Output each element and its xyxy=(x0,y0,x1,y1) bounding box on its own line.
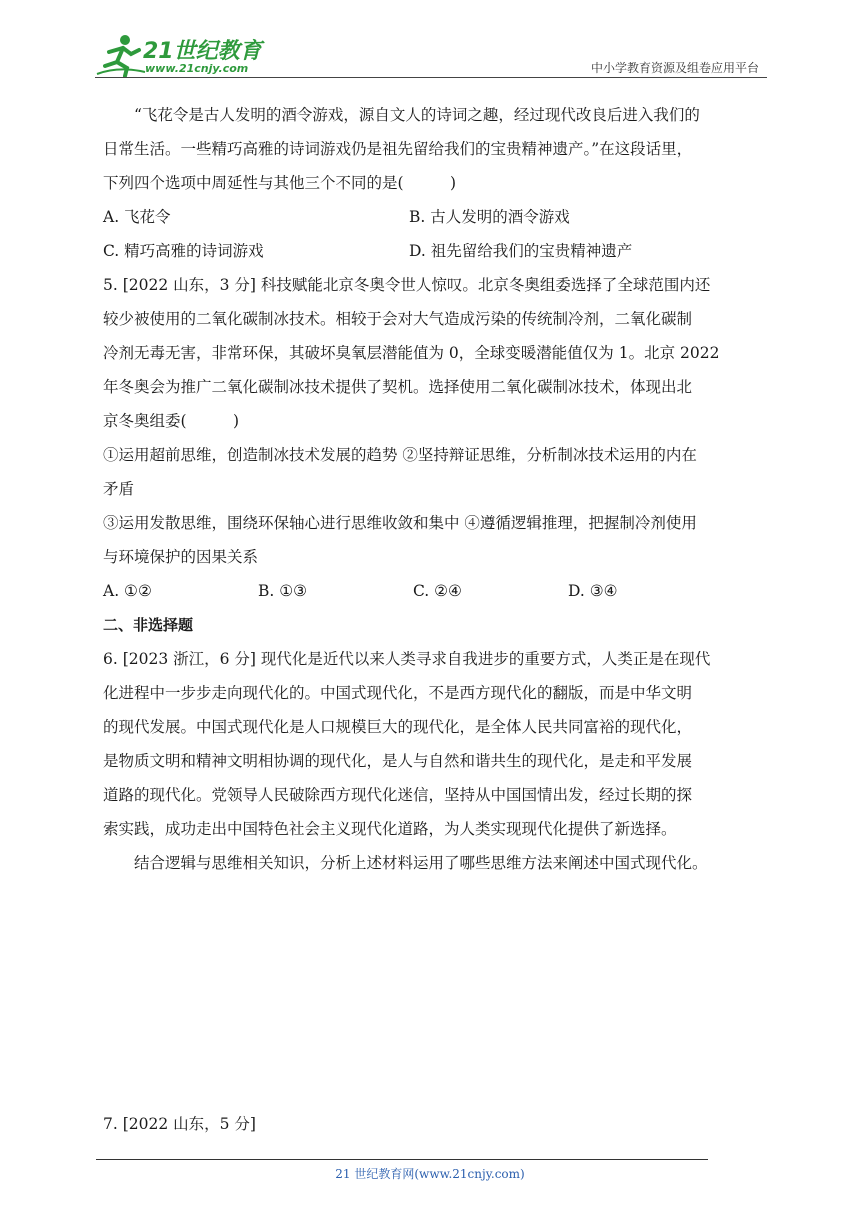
page-header xyxy=(95,28,767,80)
section-title: 二、非选择题 xyxy=(103,616,194,634)
page-content xyxy=(103,98,765,880)
header-slogan: 中小学教育资源及组卷应用平台 xyxy=(590,61,759,75)
q4-option-c: C. 精巧高雅的诗词游戏 xyxy=(103,242,264,260)
q4-options-row-1 xyxy=(103,200,765,234)
q4-option-a: A. 飞花令 xyxy=(103,208,171,226)
runner-logo-icon xyxy=(95,32,147,78)
q5-option-b: B. ①③ xyxy=(258,582,308,600)
footer-divider xyxy=(96,1159,708,1160)
q4-stem-line-1: “飞花令是古人发明的酒令游戏，源自文人的诗词之趣，经过现代改良后进入我们的 xyxy=(134,106,700,124)
header-divider xyxy=(95,77,767,78)
q5-stem-line-3: 冷剂无毒无害，非常环保，其破坏臭氧层潜能值为 0，全球变暖潜能值仅为 1。北京 2022 xyxy=(103,344,720,362)
q4-options-row-2 xyxy=(103,234,765,268)
q4-option-b: B. 古人发明的酒令游戏 xyxy=(409,208,570,226)
q5-statement-line-1: ①运用超前思维，创造制冰技术发展的趋势 ②坚持辩证思维，分析制冰技术运用的内在 xyxy=(103,446,697,464)
q5-stem-line-4: 年冬奥会为推广二氧化碳制冰技术提供了契机。选择使用二氧化碳制冰技术，体现出北 xyxy=(103,378,693,396)
q4-stem-line-3: 下列四个选项中周延性与其他三个不同的是( ) xyxy=(103,174,457,192)
q5-options xyxy=(103,574,765,608)
q6-stem-line-1: 6. [2023 浙江，6 分] 现代化是近代以来人类寻求自我进步的重要方式，人类正是在现代 xyxy=(103,650,711,668)
q6-stem-line-3: 的现代发展。中国式现代化是人口规模巨大的现代化，是全体人民共同富裕的现代化， xyxy=(103,718,693,736)
q6-stem-line-6: 索实践，成功走出中国特色社会主义现代化道路，为人类实现现代化提供了新选择。 xyxy=(103,820,677,838)
q6-stem-line-4: 是物质文明和精神文明相协调的现代化，是人与自然和谐共生的现代化，是走和平发展 xyxy=(103,752,693,770)
q6-task: 结合逻辑与思维相关知识，分析上述材料运用了哪些思维方法来阐述中国式现代化。 xyxy=(134,854,708,872)
q6-stem-line-5: 道路的现代化。党领导人民破除西方现代化迷信，坚持从中国国情出发，经过长期的探 xyxy=(103,786,693,804)
logo-title: 21世纪教育 xyxy=(143,39,262,64)
q5-statement-line-2: 矛盾 xyxy=(103,480,135,498)
q5-option-d: D. ③④ xyxy=(568,582,618,600)
q5-option-a: A. ①② xyxy=(103,582,152,600)
q5-stem-line-5: 京冬奥组委( ) xyxy=(103,412,240,430)
q5-stem-line-2: 较少被使用的二氧化碳制冰技术。相较于会对大气造成污染的传统制冷剂，二氧化碳制 xyxy=(103,310,693,328)
q7-stem: 7. [2022 山东，5 分] xyxy=(103,1115,256,1133)
footer-link[interactable]: 21 世纪教育网(www.21cnjy.com) xyxy=(335,1167,525,1181)
q5-statement-line-4: 与环境保护的因果关系 xyxy=(103,548,259,566)
q5-stem-line-1: 5. [2022 山东，3 分] 科技赋能北京冬奥令世人惊叹。北京冬奥组委选择了全球范围内还 xyxy=(103,276,711,294)
q4-option-d: D. 祖先留给我们的宝贵精神遗产 xyxy=(409,242,633,260)
logo-url: www.21cnjy.com xyxy=(145,62,249,75)
q5-statement-line-3: ③运用发散思维，围绕环保轴心进行思维收敛和集中 ④遵循逻辑推理，把握制冷剂使用 xyxy=(103,514,697,532)
q4-stem-line-2: 日常生活。一些精巧高雅的诗词游戏仍是祖先留给我们的宝贵精神遗产。”在这段话里， xyxy=(103,140,693,158)
q6-stem-line-2: 化进程中一步步走向现代化的。中国式现代化，不是西方现代化的翻版，而是中华文明 xyxy=(103,684,693,702)
logo xyxy=(95,32,265,78)
q5-option-c: C. ②④ xyxy=(413,582,462,600)
